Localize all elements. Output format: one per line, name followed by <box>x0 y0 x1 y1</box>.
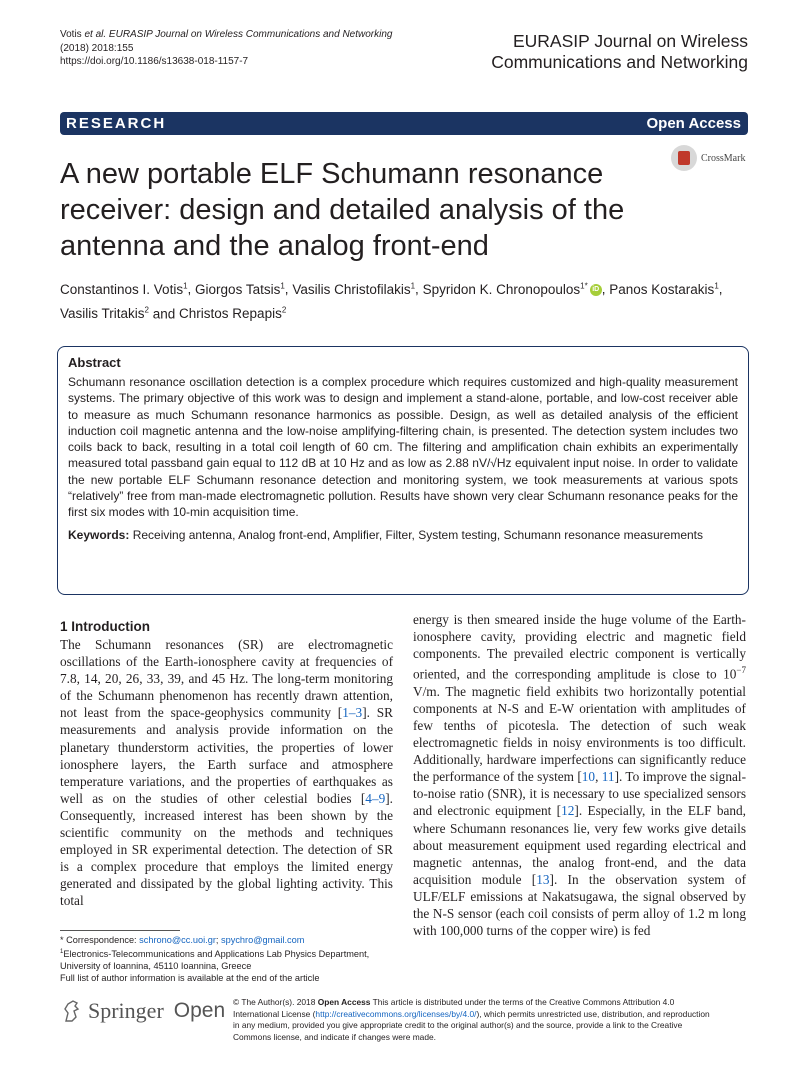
citation-link[interactable]: 10 <box>581 769 596 785</box>
crossmark-label: CrossMark <box>701 152 746 164</box>
citation-link[interactable]: 1–3 <box>342 705 363 721</box>
correspondence: * Correspondence: schrono@cc.uoi.gr; spychro@gmail.com <box>60 935 305 945</box>
orcid-icon[interactable]: iD <box>590 284 602 296</box>
citation-link[interactable]: 13 <box>536 871 550 887</box>
springer-wordmark: Springer <box>88 998 164 1023</box>
author[interactable]: Vasilis Christofilakis$^1$ <box>292 281 416 297</box>
author[interactable]: Vasilis Tritakis$^2$ <box>60 305 149 321</box>
license-text: © The Author(s). 2018 Open Access This article is distributed under the terms of the Creative Commons Attribution 4.0 International License (http://creativecommons.org/licenses/by/4.0/), which permits unrestricted use, distribution, and reproduction in any medium, provided you give appropriate credit to the original author(s) and the source, provide a link to the Creative Commons license, and indicate if changes were made. <box>233 997 710 1042</box>
citation-year: (2018) 2018:155 <box>60 42 134 54</box>
citation-line-1: Votis et al. EURASIP Journal on Wireless Communications and Networking <box>60 29 393 40</box>
author[interactable]: Giorgos Tatsis$^1$ <box>195 281 285 297</box>
research-banner <box>60 112 748 135</box>
body-column-left <box>60 618 393 910</box>
article-title: A new portable ELF Schumann resonance receiver: design and detailed analysis of the antenna and the analog front-end <box>60 158 625 262</box>
crossmark-icon <box>671 145 697 171</box>
abstract-box <box>57 346 749 595</box>
paragraph: energy is then smeared inside the huge volume of the Earth-ionosphere cavity, providing electric and magnetic field components. The prevailed electric component is vertically oriented, and the corresponding amplitude is close to $10^{-7}$ V/m. The magnetic field exhibits two horizontally potential components at N-S and E-W orientation with amplitudes of few tenths of picotesla. The detection of such weak electromagnetic fields in noisy environments is too difficult. Additionally, hardware imperfections can significantly reduce the performance of the system [10, 11]. To improve the signal-to-noise ratio (SNR), it is necessary to use specialized sensors and electronic equipment [12]. Especially, in the ELF band, where Schumann resonances lie, very few works give details about measurement equipment used regarding electrical and magnetic antennas, the analog front-end, and the data acquisition module [13]. In the observation system of ULF/ELF emissions at Nakatsugawa, the signal observed by the N-S sensor (each coil consists of perm alloy of 1.2 m long with 100,000 turns of the copper wire) is fed <box>413 612 747 939</box>
journal-name: EURASIP Journal on Wireless Communications and Networking <box>491 31 748 72</box>
open-wordmark: Open <box>173 999 226 1022</box>
affiliation: $^1$Electronics-Telecommunications and Applications Lab Physics Department, University of Ioannina, 45110 Ioannina, Greece <box>60 949 370 972</box>
author[interactable]: Spyridon K. Chronopoulos$^{1*}$ <box>422 281 588 297</box>
full-list-note: Full list of author information is available at the end of the article <box>60 973 320 984</box>
springer-open-logo <box>62 998 225 1024</box>
paragraph: The Schumann resonances (SR) are electromagnetic oscillations of the Earth-ionosphere cavity at frequencies of 7.8, 14, 20, 26, 33, 39, and 45 Hz. The long-term monitoring of the Schumann phenomenon has recently drawn attention, not least from the space-geophysics community [1–3]. SR measurements and analysis provide information on the planetary thunderstorm activities, the properties of lower ionosphere layers, the Earth surface and atmosphere temperature variations, and the properties of earthquakes as well as on the studies of other celestial bodies [4–9]. Consequently, increased interest has been shown by the scientific community on the methods and techniques employed in SR experimental detection. The detection of SR is a complex procedure that employs the limited energy generated and dissipated by the global lighting activity. This total <box>60 637 393 909</box>
author[interactable]: Panos Kostarakis$^1$ <box>609 281 719 297</box>
license-link[interactable]: http://creativecommons.org/licenses/by/4.0/ <box>315 1008 477 1019</box>
footnote-divider <box>60 930 180 931</box>
citation-doi[interactable]: https://doi.org/10.1186/s13638-018-1157-7 <box>60 56 249 67</box>
abstract-text: Schumann resonance oscillation detection is a complex procedure which requires customized and high-quality measurement systems. The primary objective of this work was to design and implement a stand-alone, portable, and low-cost receiver able to measure as much Schumann resonance harmonics as possible. Design, as well as detailed analysis of the efficient induction coil magnetic antenna and the low-noise amplifying-filtering chain, is presented. The detection system includes two coils back to back, resulting in a total coil length of 60 cm. The filtering and amplification chain exhibits an experimentally measured total passband gain equal to 112 dB at 10 Hz and as low as 2.88 nV/√Hz equivalent input noise. In order to validate the new portable ELF Schumann resonance detection and monitoring system, we took measurements at various spots “relatively” free from man-made electromagnetic pollution. Results have shown very clear Schumann resonance peaks for the first six modes with 10-min acquisition time. <box>68 375 738 520</box>
author[interactable]: Christos Repapis$^2$ <box>179 305 287 321</box>
crossmark-badge[interactable] <box>671 145 745 171</box>
keywords: Keywords: Receiving antenna, Analog front-end, Amplifier, Filter, System testing, Schumann resonance measurements <box>68 527 703 542</box>
footnotes <box>60 934 400 984</box>
citation-link[interactable]: 12 <box>561 803 575 819</box>
springer-horse-icon <box>62 999 82 1023</box>
citation-block <box>60 28 392 69</box>
body-column-right <box>413 611 746 939</box>
citation-link[interactable]: 4–9 <box>365 790 386 806</box>
abstract-heading: Abstract <box>68 355 121 370</box>
open-access-label: Open Access <box>646 115 741 132</box>
author-list: Constantinos I. Votis$^1$, Giorgos Tatsis$^1$, Vasilis Christofilakis$^1$, Spyridon K. Chronopoulos$^{1*}$ iD , Panos Kostarakis$^1$, Vasilis Tritakis$^2$ and Christos Repapis$^2$ <box>60 281 723 321</box>
article-type-label: RESEARCH <box>66 115 167 132</box>
email-link[interactable]: spychro@gmail.com <box>221 935 305 945</box>
email-link[interactable]: schrono@cc.uoi.gr <box>139 935 216 945</box>
author[interactable]: Constantinos I. Votis$^1$ <box>60 281 188 297</box>
section-heading: 1 Introduction <box>60 619 150 634</box>
citation-link[interactable]: 11 <box>601 769 615 785</box>
